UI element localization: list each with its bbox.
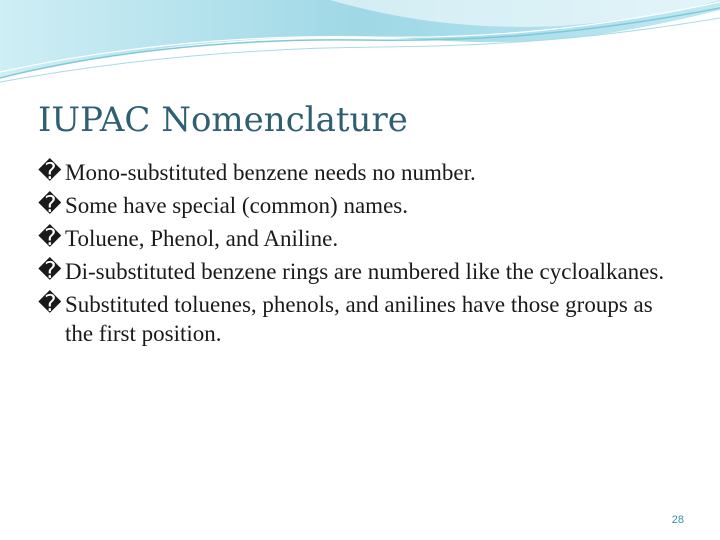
bullet-text: Di-substituted benzene rings are numbered like the cycloalkanes. [65,259,665,284]
bullet-text: Some have special (common) names. [65,193,408,218]
bullet-item [38,224,678,253]
bullet-list [38,158,678,352]
bullet-item [38,191,678,220]
bullet-glyph-icon: � [38,258,62,284]
header-wave-decoration [0,0,720,90]
slide-title: IUPAC Nomenclature [38,100,408,140]
bullet-text: Substituted toluenes, phenols, and anilines have those groups as the first position. [65,292,653,346]
bullet-text: Mono-substituted benzene needs no number. [65,160,476,185]
bullet-glyph-icon: � [38,225,62,251]
bullet-glyph-icon: � [38,159,62,185]
bullet-text: Toluene, Phenol, and Aniline. [65,226,339,251]
bullet-item [38,290,678,348]
bullet-glyph-icon: � [38,192,62,218]
bullet-item [38,158,678,187]
bullet-glyph-icon: � [38,291,62,317]
page-number: 28 [671,514,684,526]
bullet-item [38,257,678,286]
